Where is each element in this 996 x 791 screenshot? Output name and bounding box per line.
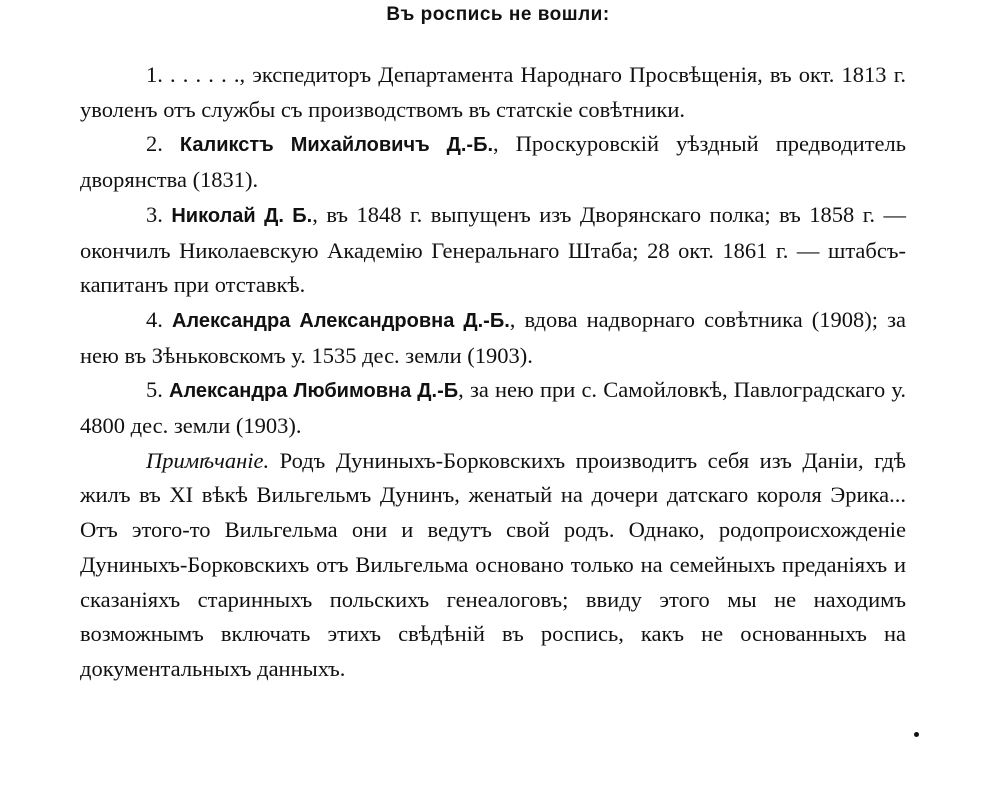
note-text: Родъ Дуниныхъ-Борковскихъ производитъ себя изъ Даніи, гдѣ жилъ въ XI вѣкѣ Вильгельмъ Дунинъ, женатый на дочери датскаго короля Эрика... Отъ этого-то Вильгельма они и ведутъ свой родъ. Однако, родопроисхожденіе Дуниныхъ-Борковскихъ отъ Вильгельма основано только на семейныхъ преданіяхъ и сказаніяхъ старинныхъ польскихъ генеалоговъ; ввиду этого мы не находимъ возможнымъ включать этихъ свѣдѣній въ роспись, какъ не основанныхъ на документальныхъ данныхъ. <box>80 447 906 681</box>
entry-number: 1. <box>146 62 163 87</box>
entry-1 <box>80 58 906 127</box>
entry-number: 4. <box>146 306 163 332</box>
entry-number: 5. <box>146 377 163 403</box>
note-paragraph <box>80 444 906 687</box>
entry-name: Александра Любимовна Д.-Б <box>169 380 459 403</box>
margin-dot <box>914 732 919 737</box>
entry-number: 2. <box>146 131 163 157</box>
entry-3 <box>80 198 906 303</box>
entry-number: 3. <box>146 201 163 227</box>
entry-name: Александра Александровна Д.-Б. <box>171 309 510 332</box>
note-label: Примѣчаніе. <box>146 447 270 473</box>
entry-name: . . . . . . <box>162 62 240 87</box>
entry-name: Каликстъ Михайловичъ Д.-Б. <box>179 134 494 157</box>
entry-2 <box>80 127 906 197</box>
entry-4 <box>80 303 906 373</box>
document-body <box>80 58 906 687</box>
entry-text: , вдова надворнаго совѣтника (1908); за нею въ Зѣньковскомъ у. 1535 дес. земли (1903). <box>80 306 906 368</box>
entry-text: , экспедиторъ Департамента Народнаго Просвѣщенія, въ окт. 1813 г. уволенъ отъ службы съ производствомъ въ статскіе совѣтники. <box>80 62 907 122</box>
entry-name: Николай Д. Б. <box>171 204 313 227</box>
entry-5 <box>80 373 906 443</box>
entry-text: , за нею при с. Самойловкѣ, Павлоградскаго у. 4800 дес. земли (1903). <box>80 377 906 439</box>
section-heading: Въ роспись не вошли: <box>386 4 610 25</box>
entry-text: , въ 1848 г. выпущенъ изъ Дворянскаго полка; въ 1858 г. — окончилъ Николаевскую Академію Генеральнаго Штаба; 28 окт. 1861 г. — штабсъ-капитанъ при отставкѣ. <box>80 201 907 298</box>
entry-text: , Проскуровскій уѣздный предводитель дворянства (1831). <box>80 131 907 193</box>
